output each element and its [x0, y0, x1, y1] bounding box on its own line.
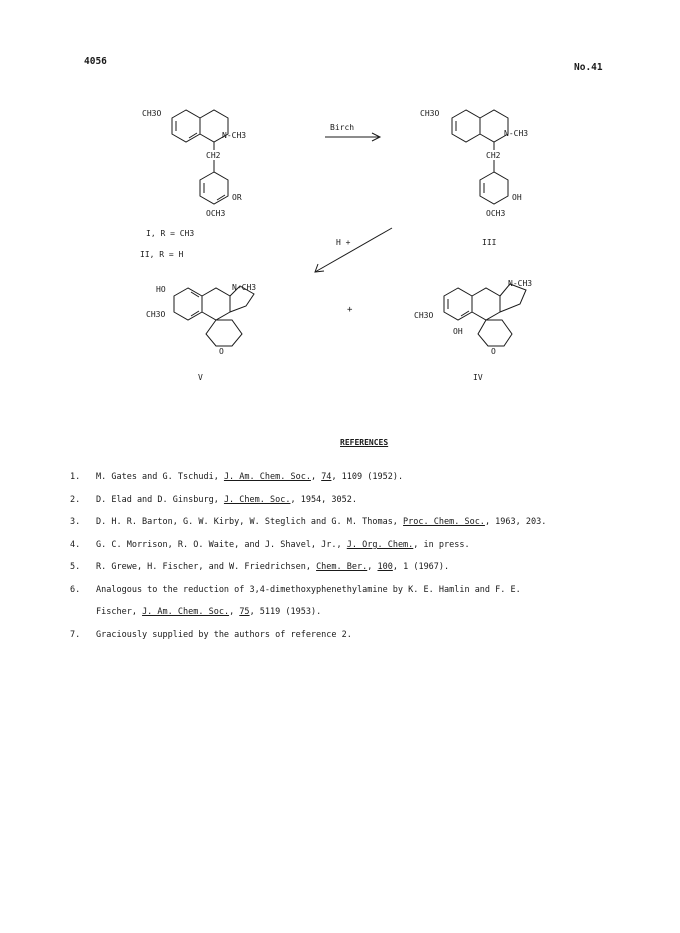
reference-item: [70, 495, 357, 505]
compound-IV-n-methyl: N-CH3: [508, 279, 533, 288]
reference-text: ,: [310, 472, 322, 482]
compound-III-n-methyl: N-CH3: [504, 129, 529, 138]
reference-number: 1.: [70, 472, 81, 482]
reference-item: [70, 562, 449, 572]
reference-text: , 1963, 203.: [484, 517, 547, 527]
reference-citation-underlined: Proc. Chem. Soc.: [403, 517, 485, 527]
reference-citation-underlined: Chem. Ber.: [316, 562, 368, 572]
reference-text: , 1109 (1952).: [331, 472, 404, 482]
compound-I-or: OR: [232, 193, 242, 202]
compound-III-och3-bottom: OCH3: [486, 209, 506, 218]
compound-IV-oh: OH: [453, 327, 463, 336]
compound-V-ketone-o: O: [219, 347, 224, 356]
compound-I-ch2: CH2: [206, 151, 221, 160]
acid-arrow: [315, 228, 392, 272]
reference-item: [70, 630, 352, 640]
reference-text: Fischer,: [96, 607, 143, 617]
reference-citation-underlined: J. Org. Chem.: [346, 540, 414, 550]
reference-item: [70, 472, 403, 482]
compound-V-structure: [174, 286, 254, 346]
reference-citation-underlined: J. Am. Chem. Soc.: [142, 607, 230, 617]
compound-I-label: I, R = CH3: [146, 229, 195, 238]
reference-text: ,: [229, 607, 240, 617]
compound-IV-label: IV: [473, 373, 483, 382]
reference-text: R. Grewe, H. Fischer, and W. Friedrichsen,: [96, 562, 317, 572]
plus-sign: +: [347, 305, 353, 315]
reaction-scheme: [0, 0, 680, 420]
reference-item: [70, 517, 546, 527]
reference-citation-underlined: 75: [239, 607, 250, 617]
reference-text: , in press.: [413, 540, 470, 550]
compound-I-och3-bottom: OCH3: [206, 209, 226, 218]
reference-text: ,: [367, 562, 378, 572]
compound-IV-structure: [444, 284, 526, 346]
acid-label: H +: [336, 238, 351, 247]
reference-item: [70, 540, 470, 550]
page-number: 4056: [84, 56, 107, 67]
reference-citation-underlined: J. Chem. Soc.: [223, 495, 291, 505]
compound-III-label: III: [482, 238, 497, 247]
reference-number: 6.: [70, 585, 81, 595]
issue-number: No.41: [574, 62, 603, 73]
reference-item: [70, 585, 521, 595]
reference-citation-underlined: J. Am. Chem. Soc.: [223, 472, 311, 482]
reference-number: 5.: [70, 562, 81, 572]
compound-V-och3: CH3O: [146, 310, 166, 319]
reference-number: 2.: [70, 495, 81, 505]
compound-V-label: V: [198, 373, 203, 382]
compound-V-n-methyl: N-CH3: [232, 283, 257, 292]
reference-item: [70, 607, 321, 617]
reference-citation-underlined: 100: [377, 562, 393, 572]
compound-IV-och3: CH3O: [414, 311, 434, 320]
reference-number: 3.: [70, 517, 81, 527]
compound-II-label: II, R = H: [140, 250, 184, 259]
compound-IV-ketone-o: O: [491, 347, 496, 356]
reference-text: G. C. Morrison, R. O. Waite, and J. Shavel, Jr.,: [96, 540, 347, 550]
compound-III-ch2: CH2: [486, 151, 501, 160]
compound-I-och3: CH3O: [142, 109, 162, 118]
reference-text: Graciously supplied by the authors of reference 2.: [96, 630, 352, 640]
reference-text: , 5119 (1953).: [249, 607, 322, 617]
compound-III-oh: OH: [512, 193, 522, 202]
reference-text: Analogous to the reduction of 3,4-dimethoxyphenethylamine by K. E. Hamlin and F. E.: [96, 585, 521, 595]
compound-V-ho: HO: [156, 285, 166, 294]
reference-text: , 1 (1967).: [392, 562, 450, 572]
compound-I-n-methyl: N-CH3: [222, 131, 247, 140]
reference-text: , 1954, 3052.: [290, 495, 357, 505]
reference-number: 4.: [70, 540, 81, 550]
reference-number: 7.: [70, 630, 81, 640]
reference-text: D. H. R. Barton, G. W. Kirby, W. Steglich and G. M. Thomas,: [96, 517, 404, 527]
birch-label: Birch: [330, 123, 355, 132]
reference-citation-underlined: 74: [321, 472, 332, 482]
reference-text: M. Gates and G. Tschudi,: [96, 472, 224, 482]
compound-III-och3: CH3O: [420, 109, 440, 118]
references-heading: REFERENCES: [340, 438, 389, 447]
reference-text: D. Elad and D. Ginsburg,: [96, 495, 224, 505]
